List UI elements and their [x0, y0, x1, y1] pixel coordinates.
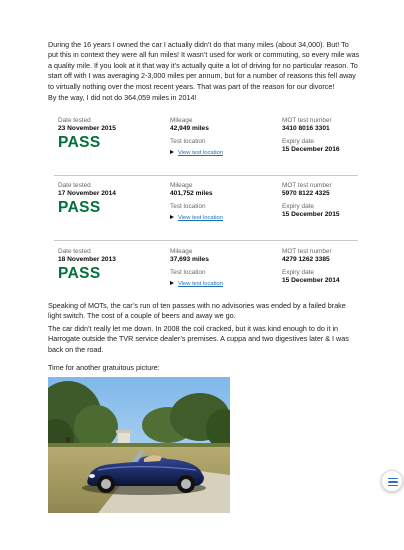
mot-record [54, 117, 358, 177]
view-test-location-toggle[interactable] [170, 281, 280, 288]
mot-mileage-column [170, 248, 280, 288]
date-tested-label: Date tested [58, 117, 91, 124]
mot-date-column [58, 248, 166, 283]
mileage-label: Mileage [170, 248, 193, 255]
record-divider [54, 175, 358, 176]
mot-result-badge: PASS [58, 134, 101, 152]
paragraph-mot-history: Speaking of MOTs, the car’s run of ten passes with no advisories was ended by a failed brake light switch. The cost of a couple of beers and away we go. [48, 301, 346, 321]
date-tested-label: Date tested [58, 248, 91, 255]
expiry-date-value: 15 December 2015 [282, 211, 340, 219]
mot-date-column [58, 182, 166, 217]
car-photo [48, 377, 230, 513]
view-test-location-link[interactable]: View test location [178, 281, 224, 288]
mot-record [54, 248, 358, 308]
view-test-location-link[interactable]: View test location [178, 215, 224, 222]
mot-number-column [282, 117, 362, 155]
test-location-label: Test location [170, 203, 206, 211]
view-test-location-link[interactable]: View test location [178, 150, 224, 157]
date-tested-value: 23 November 2015 [58, 125, 116, 132]
mileage-label: Mileage [170, 182, 193, 189]
mot-date-column [58, 117, 166, 152]
mot-number-label: MOT test number [282, 182, 332, 189]
mot-number-value: 4279 1262 3385 [282, 256, 330, 263]
expiry-date-value: 15 December 2014 [282, 277, 340, 285]
paragraph-mileage-note: By the way, I did not do 364,059 miles in 2014! [48, 93, 197, 102]
mot-number-label: MOT test number [282, 248, 332, 255]
disclosure-triangle-icon [170, 150, 174, 154]
test-location-label: Test location [170, 138, 206, 146]
date-tested-value: 18 November 2013 [58, 256, 116, 263]
disclosure-triangle-icon [170, 215, 174, 219]
mileage-value: 42,949 miles [170, 125, 209, 132]
mileage-value: 401,752 miles [170, 190, 213, 197]
paragraph-picture-intro: Time for another gratuitous picture: [48, 363, 160, 372]
mot-record [54, 182, 358, 242]
expiry-date-label: Expiry date [282, 203, 314, 211]
disclosure-triangle-icon [170, 281, 174, 285]
date-tested-label: Date tested [58, 182, 91, 189]
date-tested-value: 17 November 2014 [58, 190, 116, 197]
record-divider [54, 240, 358, 241]
mot-number-value: 3410 8016 3301 [282, 125, 330, 132]
test-location-label: Test location [170, 269, 206, 277]
mileage-value: 37,693 miles [170, 256, 209, 263]
expiry-date-value: 15 December 2016 [282, 146, 340, 154]
expiry-date-label: Expiry date [282, 138, 314, 146]
paragraph-reliability: The car didn’t really let me down. In 2008 the coil cracked, but it was kind enough to do it in Harrogate outside the TVR service dealer’s premises. A cuppa and two digestives later & I was back on the road. [48, 324, 349, 354]
mot-result-badge: PASS [58, 265, 101, 283]
mot-number-label: MOT test number [282, 117, 332, 124]
view-test-location-toggle[interactable] [170, 215, 280, 222]
mot-number-column [282, 182, 362, 220]
expiry-date-label: Expiry date [282, 269, 314, 277]
view-test-location-toggle[interactable] [170, 150, 280, 157]
mileage-label: Mileage [170, 117, 193, 124]
paragraph-mileage-intro: During the 16 years I owned the car I actually didn’t do that many miles (about 34,000). But! To put this in context they were all fun miles! It wasn’t used for work or commuting, so every mile was a quality mile. If you look at it that way it’s actually quite a lot of driving for no particular reason. To start off with I was averaging 2-3,000 miles per annum, but for a number of reasons this fell away to virtually nothing over the most recent years. That was part of the reason for our divorce! [48, 40, 360, 91]
car-photo-illustration [48, 377, 230, 513]
mot-number-value: 5970 8122 4325 [282, 190, 330, 197]
mot-mileage-column [170, 182, 280, 222]
mot-result-badge: PASS [58, 199, 101, 217]
mot-number-column [282, 248, 362, 286]
mot-mileage-column [170, 117, 280, 157]
menu-button[interactable] [381, 470, 403, 492]
